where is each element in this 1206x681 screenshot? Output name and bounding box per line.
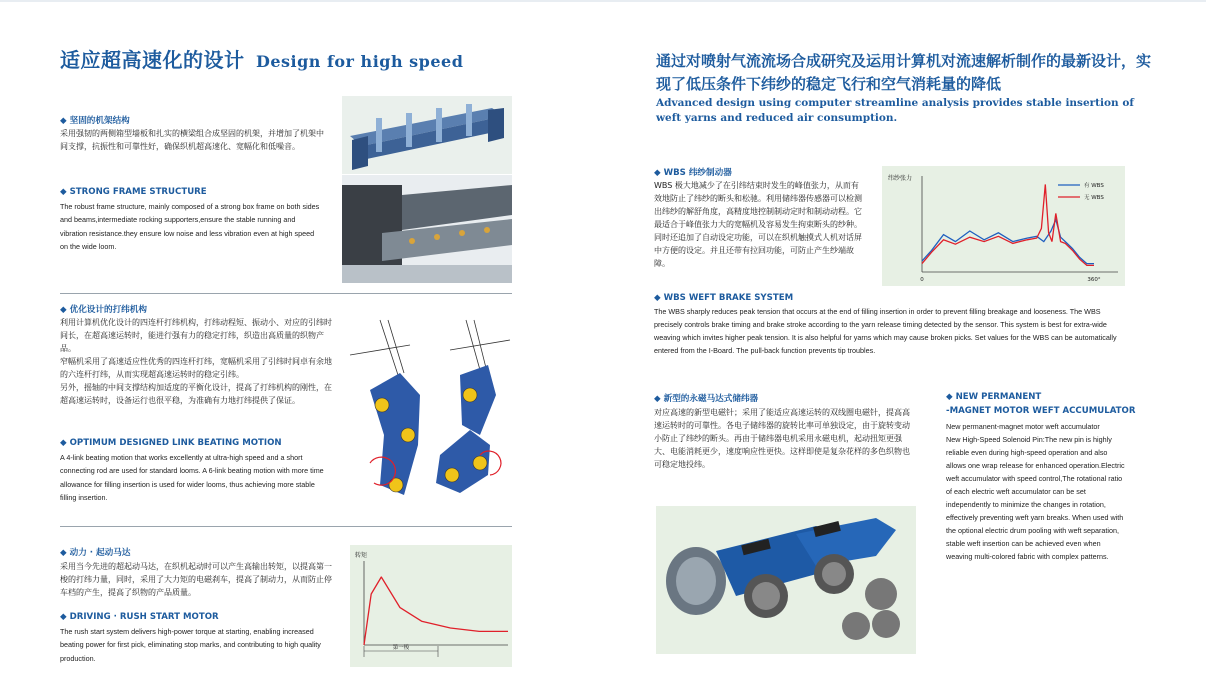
frame-image-bottom: [342, 175, 512, 283]
drive-head-zh: ◆ 动力 · 起动马达: [60, 548, 131, 558]
frame-body-zh: 采用强韧的两侧箱型墙板和扎实的横梁组合成坚固的机架，并增加了机架中间支撑，抗振性和可靠性好，确保织机超高速化、宽幅化和低噪音。: [60, 129, 324, 151]
left-title-zh: 适应超高速化的设计: [60, 48, 245, 72]
frame-head-zh: ◆ 坚固的机架结构: [60, 116, 130, 126]
wbs-x-end: 360°: [1087, 277, 1101, 283]
accumulator-image: [656, 506, 916, 654]
diamond-icon: ◆: [60, 187, 67, 197]
wbs-head-zh: ◆ WBS 纬纱制动器: [654, 168, 732, 178]
top-border: [0, 0, 1206, 2]
drive-body-zh: 采用当今先进的超起动马达，在织机起动时可以产生高输出转矩，以提高第一梭的打纬力量，同时，采用了大力矩的电磁刹车，提高了制动力，从而防止停车档的产生，提高了织物的产品质量。: [60, 562, 332, 597]
torque-xlabel: 第一梭: [392, 645, 410, 651]
legend-with-label: 有 WBS: [1084, 183, 1104, 189]
beating-body-zh-1: 利用计算机优化设计的四连杆打纬机构，打纬动程短、振动小、对应的引纬时间长，在超高速运转时，能进行强有力的稳定打纬，织造出高质量的织物产品。: [60, 318, 332, 353]
diamond-icon: ◆: [654, 293, 661, 303]
diamond-icon: ◆: [654, 168, 661, 178]
frame-head-en: ◆ STRONG FRAME STRUCTURE: [60, 187, 207, 197]
beating-head-zh: ◆ 优化设计的打纬机构: [60, 305, 147, 315]
diamond-icon: ◆: [60, 612, 67, 622]
wbs-ylabel: 纬纱张力: [888, 175, 913, 182]
accumulator-body-en-2: New High-Speed Solenoid Pin:The new pin is highly reliable even during high-speed operation and also allows one wrap release for enhanced operation.Electric weft accumulator with speed control,The rotational ratio of each electric weft accumulator can be set independently to minimize the changes in rotation, effectively preventing weft yarn breaks. When used with the optional electric drum pooling with weft separation, stable weft insertion can be achieved even when weaving multi-colored fabric with complex patterns.: [946, 435, 1125, 561]
frame-image-top: [342, 96, 512, 174]
torque-chart: [350, 545, 512, 667]
wbs-head-en: ◆ WBS WEFT BRAKE SYSTEM: [654, 293, 794, 303]
wbs-body-en: The WBS sharply reduces peak tension that occurs at the end of filling insertion in order to prevent filling breakage and looseness. The WBS precisely controls brake timing and brake stroke according to the yarn release timing detected by the sensor. This system is best for extra-wide weaving which invites higher peak tension. It is also helpful for yarns which may cause broken picks. Set values for the WBS can be automatically entered from the I-Board. The pull-back function prevents tip troubles.: [654, 307, 1117, 355]
accumulator-head-en: ◆ NEW PERMANENT -MAGNET MOTOR WEFT ACCUMULATOR: [946, 392, 1136, 416]
wbs-chart: [882, 166, 1125, 286]
torque-chart-svg: [350, 545, 512, 667]
drive-head-en: ◆ DRIVING · RUSH START MOTOR: [60, 612, 219, 622]
accumulator-body-en-1: New permanent-magnet motor weft accumulator: [946, 422, 1100, 431]
left-title-en: Design for high speed: [255, 52, 464, 71]
left-title: [60, 44, 463, 73]
right-title-en: Advanced design using computer streamline analysis provides stable insertion of weft yarns and reduced air consumption.: [656, 97, 1134, 124]
beating-body-zh-2: 窄幅机采用了高速适应性优秀的四连杆打纬，宽幅机采用了引纬时间卓有余地的六连杆打纬，从而实现超高速运转时的稳定引纬。: [60, 357, 332, 379]
diamond-icon: ◆: [60, 116, 67, 126]
wbs-x-start: 0: [920, 277, 924, 283]
accumulator-body-en: [946, 420, 1126, 563]
divider-2: [60, 526, 512, 527]
wbs-chart-svg: [882, 166, 1125, 286]
divider-1: [60, 293, 512, 294]
diamond-icon: ◆: [60, 438, 67, 448]
beating-head-en: ◆ OPTIMUM DESIGNED LINK BEATING MOTION: [60, 438, 282, 448]
diamond-icon: ◆: [60, 548, 67, 558]
beating-body-zh: [60, 316, 332, 407]
accumulator-head-zh: ◆ 新型的永磁马达式储纬器: [654, 394, 759, 404]
beating-body-en: A 4-link beating motion that works excellently at ultra-high speed and a short connecting rod are used for standard looms. A 6-link beating motion with more time allowance for filling insertion is used for wider looms, thus achieving more stable filling insertion.: [60, 453, 324, 503]
diamond-icon: ◆: [60, 305, 67, 315]
accumulator-body-zh: 对应高速的新型电磁针；采用了能适应高速运转的双线圈电磁针，提高高速运转时的可靠性。各电子储纬器的旋转比率可单独设定，由于旋转变动小防止了纬纱的断头。再由于储纬器电机采用永磁电机，起动扭矩更强大、电能消耗更少，速度响应性更快。这样即使是复杂花样的多色织物也可稳定地投纬。: [654, 408, 910, 469]
torque-curve: [364, 577, 508, 645]
legend-without-label: 无 WBS: [1084, 195, 1104, 201]
drive-body-en: The rush start system delivers high-power torque at starting, enabling increased beating power for first pick, eliminating stop marks, and contributing to high quality production.: [60, 627, 321, 663]
wbs-body-zh: WBS 极大地减少了在引纬结束时发生的峰值张力，从而有效地防止了纬纱的断头和松驰。利用储纬器传感器可以检测出纬纱的解舒角度，高精度地控制制动定时和制动动程。它最适合于峰值张力大的宽幅机及容易发生拘束断头的纱种。同时还追加了自动设定功能，可以在织机触摸式人机对话屏中方便的设定。并且还带有拉回功能，可防止产生纱端故障。: [654, 181, 862, 268]
beating-body-zh-3: 另外，摇轴的中间支撑结构加适度的平衡化设计，提高了打纬机构的刚性，在超高速运转时，设备运行也很平稳，为准确有力地打纬提供了保证。: [60, 383, 332, 405]
frame-body-en: The robust frame structure, mainly composed of a strong box frame on both sides and beams,intermediate rocking supporters,ensure the stable running and vibration resistance.they ensure low noise and less vibration even at high speed on the wide loom.: [60, 202, 320, 252]
right-title-zh: 通过对喷射气流流场合成研究及运用计算机对流速解析制作的最新设计，实现了低压条件下纬纱的稳定飞行和空气消耗量的降低: [656, 52, 1152, 93]
beating-mechanism-diagram: [340, 315, 516, 511]
diamond-icon: ◆: [654, 394, 661, 404]
torque-ylabel: 转矩: [355, 552, 368, 559]
diamond-icon: ◆: [946, 392, 953, 402]
